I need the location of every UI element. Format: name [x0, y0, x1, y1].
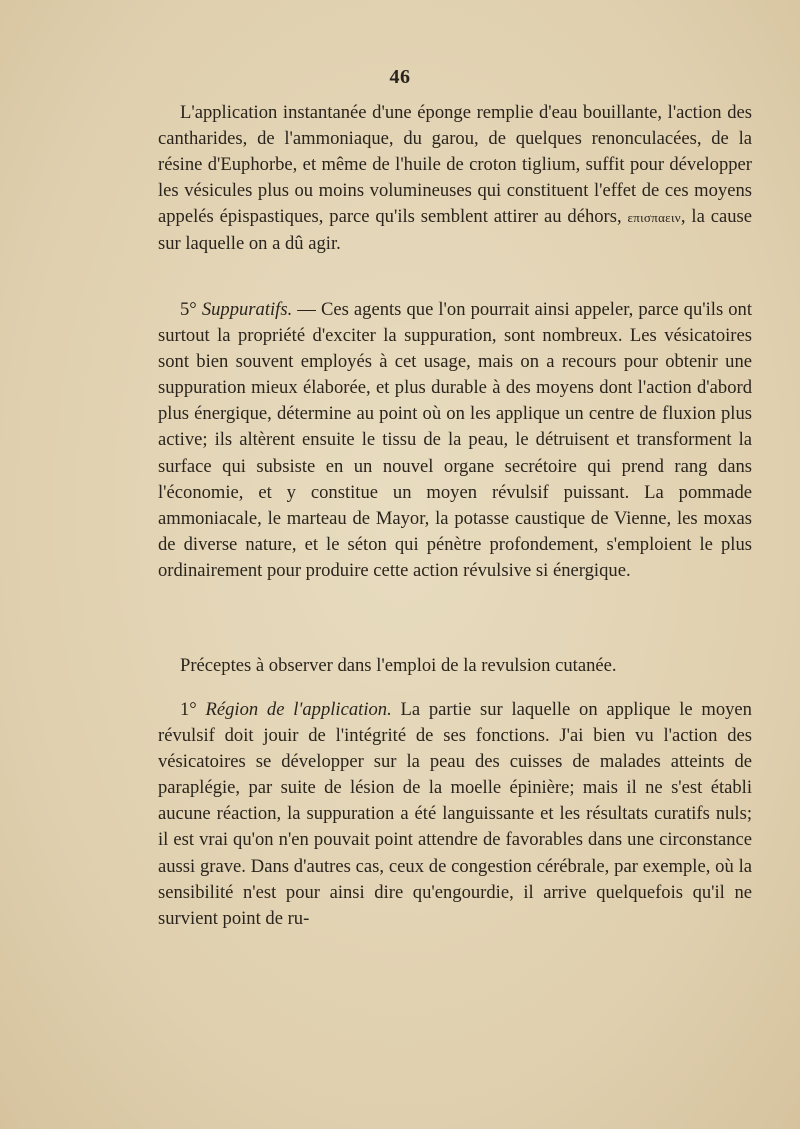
- section-heading: Préceptes à observer dans l'emploi de la revulsion cutanée.: [180, 655, 617, 676]
- paragraph-ending: , la cause sur laquelle on a dû agir.: [158, 206, 752, 255]
- section-title: Suppuratifs.: [201, 299, 293, 320]
- paragraph-suppuratifs: [158, 297, 752, 584]
- paragraph-vesicants: [158, 100, 752, 258]
- section-number: 5°: [180, 299, 197, 320]
- paragraph-body: Ces agents que l'on pourrait ainsi appeler, parce qu'ils ont surtout la propriété d'exciter la suppuration, sont nombreux. Les vésicatoires sont bien souvent employés à cet usage, mais on a recours pour obtenir une suppuration mieux élaborée, et plus durable à des moyens dont l'action d'abord plus énergique, détermine au point où on les applique un centre de fluxion plus active; ils altèrent ensuite le tissu de la peau, le détruisent et transforment la surface qui subsiste en un nouvel organe secrétoire qui prend rang dans l'économie, et y constitue un moyen révulsif puissant. La pommade ammoniacale, le marteau de Mayor, la potasse caustique de Vienne, les moxas de diverse nature, et le séton qui pénètre profondement, s'emploient le plus ordinairement pour produire cette action révulsive si énergique.: [158, 299, 753, 581]
- page-number: 46: [389, 66, 411, 88]
- paragraph-text: [158, 697, 752, 932]
- section-number: 1°: [180, 699, 197, 720]
- paragraph-body: La partie sur laquelle on applique le moyen révulsif doit jouir de l'intégrité de ses fonctions. J'ai bien vu l'action des vésicatoires se développer sur la peau des cuisses de malades atteints de paraplégie, par suite de lésion de la moelle épinière; mais il ne s'est établi aucune réaction, la suppuration a été languissante et les résultats curatifs nuls; il est vrai qu'on n'en pouvait point attendre de favorables dans une circonstance aussi grave. Dans d'autres cas, ceux de congestion cérébrale, par exemple, où la sensibilité n'est pour ainsi dire qu'engourdie, il arrive quelquefois qu'il ne survient point de ru-: [158, 699, 752, 929]
- paragraph-body: L'application instantanée d'une éponge remplie d'eau bouillante, l'action des cantharides, de l'ammoniaque, du garou, de quelques renonculacées, de la résine d'Euphorbe, et même de l'huile de croton tiglium, suffit pour développer les vésicules plus ou moins volumineuses qui constituent l'effet de ces moyens appelés épispastiques, parce qu'ils semblent attirer au déhors,: [158, 102, 752, 228]
- em-dash: —: [292, 299, 321, 320]
- paragraph-text: [158, 100, 752, 258]
- paragraph-region: [158, 697, 752, 932]
- section-title: Région de l'application.: [205, 699, 392, 720]
- greek-word: επισπαειν: [627, 210, 681, 226]
- paragraph-text: [158, 297, 752, 584]
